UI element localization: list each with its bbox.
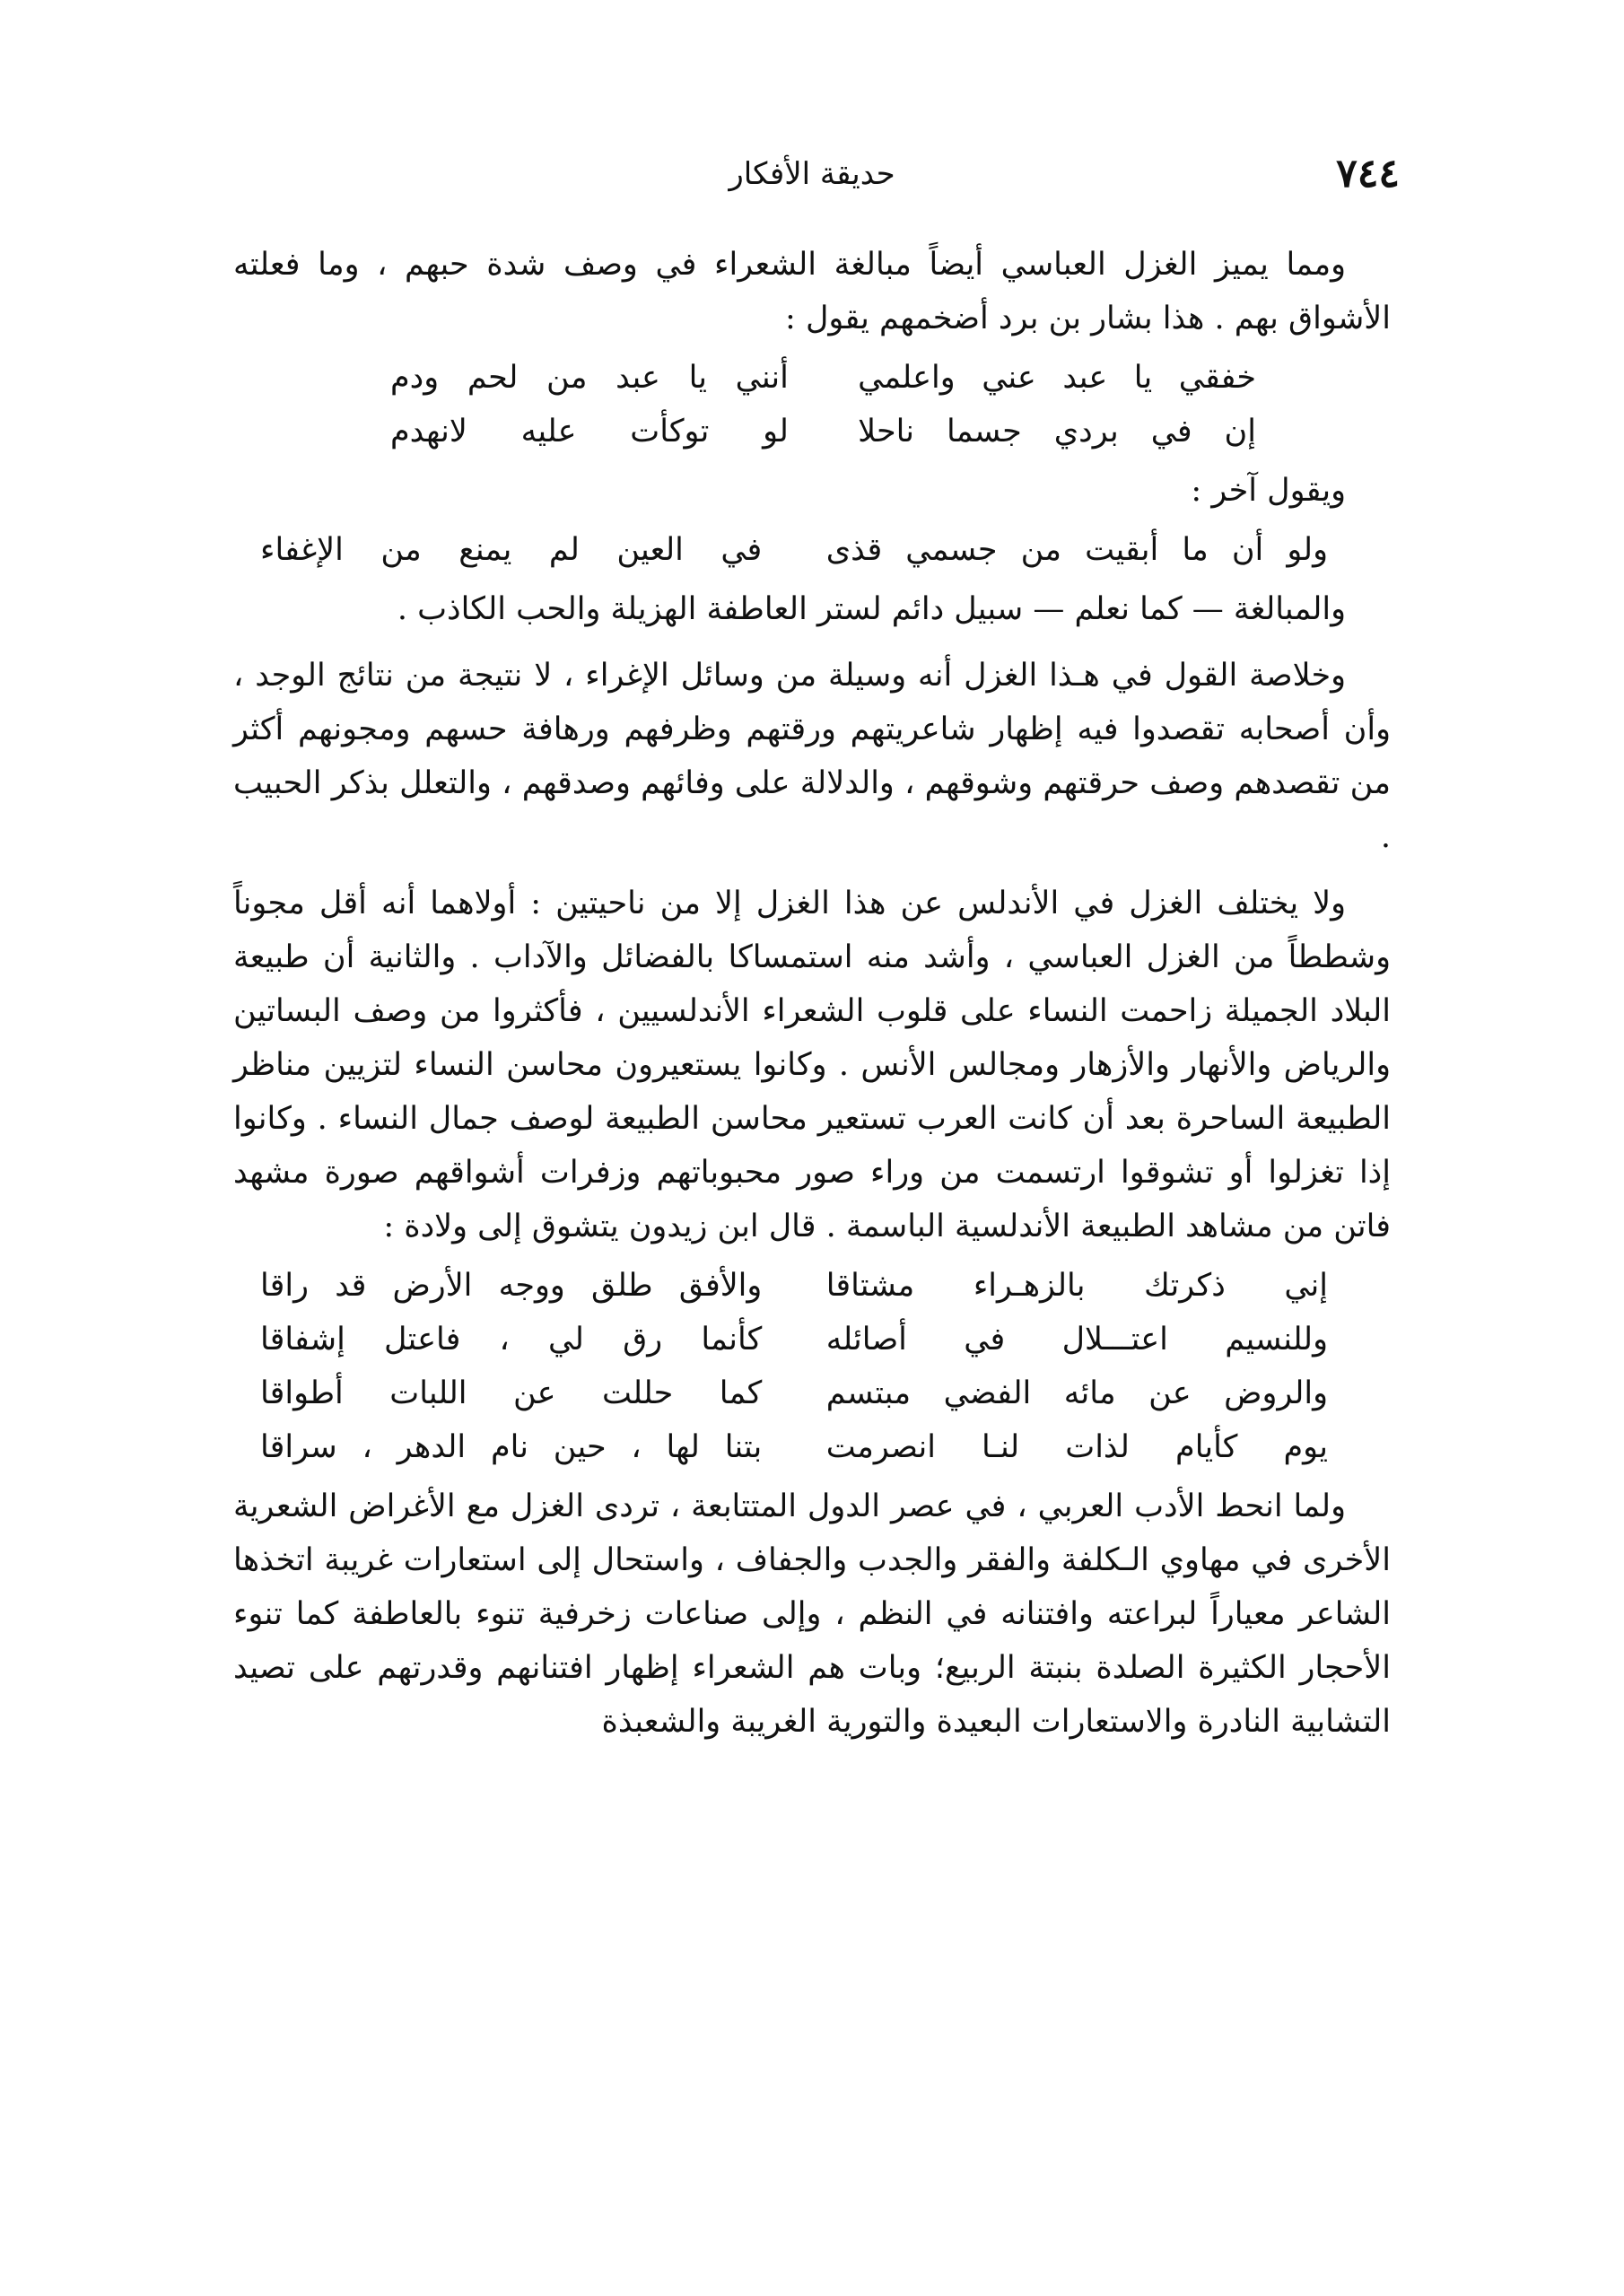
poem-another	[233, 523, 1391, 577]
verse-hemistich-first: وللنسيم اعتـــلال في أصائله	[825, 1322, 1328, 1358]
paragraph-another-says: ويقول آخر :	[1191, 473, 1346, 509]
verse-hemistich-second: أنني يا عبد من لحم ودم	[390, 360, 789, 396]
verse-hemistich-second: لو توكأت عليه لانهدم	[390, 414, 789, 450]
page-number: ٧٤٤	[1336, 151, 1400, 196]
paragraph-exaggeration: والمبالغة — كما نعلم — سبيل دائم لستر العاطفة الهزيلة والحب الكاذب .	[397, 591, 1346, 627]
paragraph-decline: ولما انحط الأدب العربي ، في عصر الدول المتتابعة ، تردى الغزل مع الأغراض الشعرية الأخرى في مهاوي الـكلفة والفقر والجدب والجفاف ، واستحال إلى استعارات غريبة اتخذها الشاعر معياراً لبراعته وافتنانه في النظم ، وإلى صناعات زخرفية تنوء بالعاطفة كما تنوء الأحجار الكثيرة الصلدة بنبتة الربيع؛ وبات هم الشعراء إظهار افتنانهم وقدرتهم على تصيد التشابية النادرة والاستعارات البعيدة والتورية الغريبة والشعبذة	[233, 1488, 1391, 1740]
verse-line	[233, 351, 1391, 405]
verse-line	[233, 1420, 1391, 1474]
verse-hemistich-second: بتنا لها ، حين نام الدهر ، سراقا	[260, 1429, 763, 1465]
poem-bashar	[233, 351, 1391, 458]
page-header	[224, 151, 1400, 205]
verse-hemistich-first: إن في بردي جسما ناحلا	[858, 414, 1256, 450]
verse-line	[233, 1366, 1391, 1420]
paragraph-andalus: ولا يختلف الغزل في الأندلس عن هذا الغزل إلا من ناحيتين : أولاهما أنه أقل مجوناً وشططاً من الغزل العباسي ، وأشد منه استمساكا بالفضائل والآداب . والثانية أن طبيعة البلاد الجميلة زاحمت النساء على قلوب الشعراء الأندلسيين ، فأكثروا من وصف البساتين والرياض والأنهار والأزهار ومجالس الأنس . وكانوا يستعيرون محاسن النساء لتزيين مناظر الطبيعة الساحرة بعد أن كانت العرب تستعير محاسن الطبيعة لوصف جمال النساء . وكانوا إذا تغزلوا أو تشوقوا ارتسمت من وراء صور محبوباتهم وزفرات أشواقهم صورة مشهد فاتن من مشاهد الطبيعة الأندلسية الباسمة . قال ابن زيدون يتشوق إلى ولادة :	[233, 886, 1391, 1244]
paragraph-summary: وخلاصة القول في هـذا الغزل أنه وسيلة من وسائل الإغراء ، لا نتيجة من نتائج الوجد ، وأن أصحابه تقصدوا فيه إظهار شاعريتهم ورقتهم وظرفهم ورهافة حسهم ومجونهم أكثر من تقصدهم وصف حرقتهم وشوقهم ، والدلالة على وفائهم وصدقهم ، والتعلل بذكر الحبيب .	[233, 658, 1391, 855]
running-title: حديقة الأفكار	[729, 156, 895, 192]
verse-hemistich-first: خفقي يا عبد عني واعلمي	[858, 360, 1256, 396]
verse-hemistich-second: والأفق طلق ووجه الأرض قد راقا	[260, 1268, 763, 1304]
verse-hemistich-second: كما حللت عن اللبات أطواقا	[260, 1375, 763, 1411]
poem-ibn-zaydun	[233, 1259, 1391, 1474]
paragraph-intro: ومما يميز الغزل العباسي أيضاً مبالغة الشعراء في وصف شدة حبهم ، وما فعلته الأشواق بهم . هذا بشار بن برد أضخمهم يقول :	[233, 247, 1391, 336]
verse-hemistich-first: يوم كأيام لذات لنـا انصرمت	[825, 1429, 1328, 1465]
page-body	[233, 238, 1391, 1749]
verse-hemistich-first: إني ذكرتك بالزهـراء مشتاقا	[825, 1268, 1328, 1304]
verse-hemistich-second: كأنما رق لي ، فاعتل إشفاقا	[260, 1322, 763, 1358]
verse-line	[233, 1259, 1391, 1313]
verse-hemistich-second: في العين لم يمنع من الإغفاء	[260, 532, 763, 568]
verse-hemistich-first: والروض عن مائه الفضي مبتسم	[825, 1375, 1328, 1411]
verse-line	[233, 1313, 1391, 1366]
verse-hemistich-first: ولو أن ما أبقيت من جسمي قذى	[825, 532, 1328, 568]
verse-line	[233, 523, 1391, 577]
verse-line	[233, 405, 1391, 458]
